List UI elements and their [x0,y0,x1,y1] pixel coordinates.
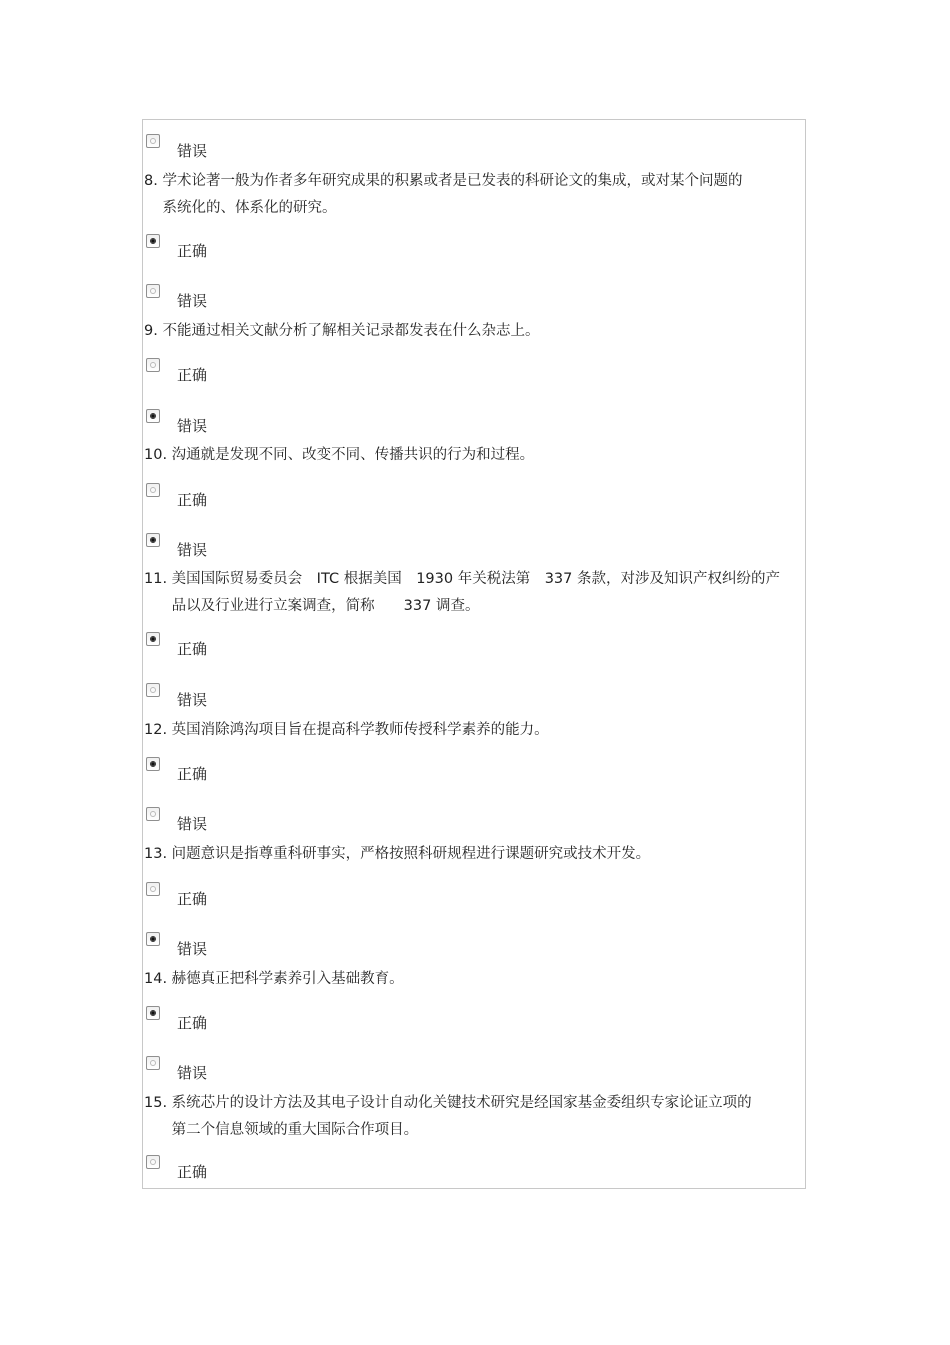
radio-icon[interactable] [146,882,160,896]
question-text: 赫德真正把科学素养引入基础教育。 [171,971,404,987]
question-number: 12. [144,722,168,738]
question-number: 13. [144,846,168,862]
option-label: 正确 [177,640,208,658]
option-label: 错误 [177,815,208,833]
radio-icon[interactable] [146,483,160,497]
option-label: 错误 [177,541,208,559]
question-13 [144,841,789,868]
option-label: 正确 [177,366,208,384]
option-label: 错误 [177,691,208,709]
question-number: 11. [144,571,168,587]
radio-checked-icon[interactable] [146,632,160,646]
question-14 [144,966,789,993]
option-label: 错误 [177,292,208,310]
question-text: 不能通过相关文献分析了解相关记录都发表在什么杂志上。 [162,323,540,339]
question-11 [144,566,789,620]
question-text: 系统芯片的设计方法及其电子设计自动化关键技术研究是经国家基金委组织专家论证立项的第二个信息领域的重大国际合作项目。 [171,1095,752,1138]
option-label: 正确 [177,491,208,509]
question-text: 美国国际贸易委员会 ITC 根据美国 1930 年关税法第 337 条款，对涉及知识产权纠纷的产品以及行业进行立案调查，简称 337 调查。 [171,571,780,614]
question-text: 沟通就是发现不同、改变不同、传播共识的行为和过程。 [171,447,535,463]
question-number: 15. [144,1095,168,1111]
quiz-frame [142,119,806,1189]
option-label: 正确 [177,1014,208,1032]
option-label: 错误 [177,142,208,160]
option-label: 正确 [177,242,208,260]
option-label: 正确 [177,1163,208,1181]
question-text: 英国消除鸿沟项目旨在提高科学教师传授科学素养的能力。 [171,722,549,738]
option-label: 正确 [177,890,208,908]
radio-icon[interactable] [146,134,160,148]
radio-checked-icon[interactable] [146,757,160,771]
option-label: 错误 [177,1064,208,1082]
radio-checked-icon[interactable] [146,234,160,248]
radio-icon[interactable] [146,358,160,372]
option-label: 错误 [177,417,208,435]
question-15 [144,1090,789,1144]
question-12 [144,717,789,744]
question-text: 问题意识是指尊重科研事实，严格按照科研规程进行课题研究或技术开发。 [171,846,651,862]
radio-icon[interactable] [146,1155,160,1169]
question-8 [144,168,789,222]
question-number: 10. [144,447,168,463]
question-10 [144,442,789,469]
option-label: 错误 [177,940,208,958]
radio-icon[interactable] [146,1056,160,1070]
radio-icon[interactable] [146,683,160,697]
radio-checked-icon[interactable] [146,409,160,423]
question-number: 9. [144,323,158,339]
radio-icon[interactable] [146,284,160,298]
question-number: 14. [144,971,168,987]
question-number: 8. [144,173,158,189]
option-label: 正确 [177,765,208,783]
radio-checked-icon[interactable] [146,1006,160,1020]
question-text: 学术论著一般为作者多年研究成果的积累或者是已发表的科研论文的集成，或对某个问题的系统化的、体系化的研究。 [162,173,743,216]
radio-checked-icon[interactable] [146,932,160,946]
question-9 [144,318,789,345]
radio-checked-icon[interactable] [146,533,160,547]
radio-icon[interactable] [146,807,160,821]
